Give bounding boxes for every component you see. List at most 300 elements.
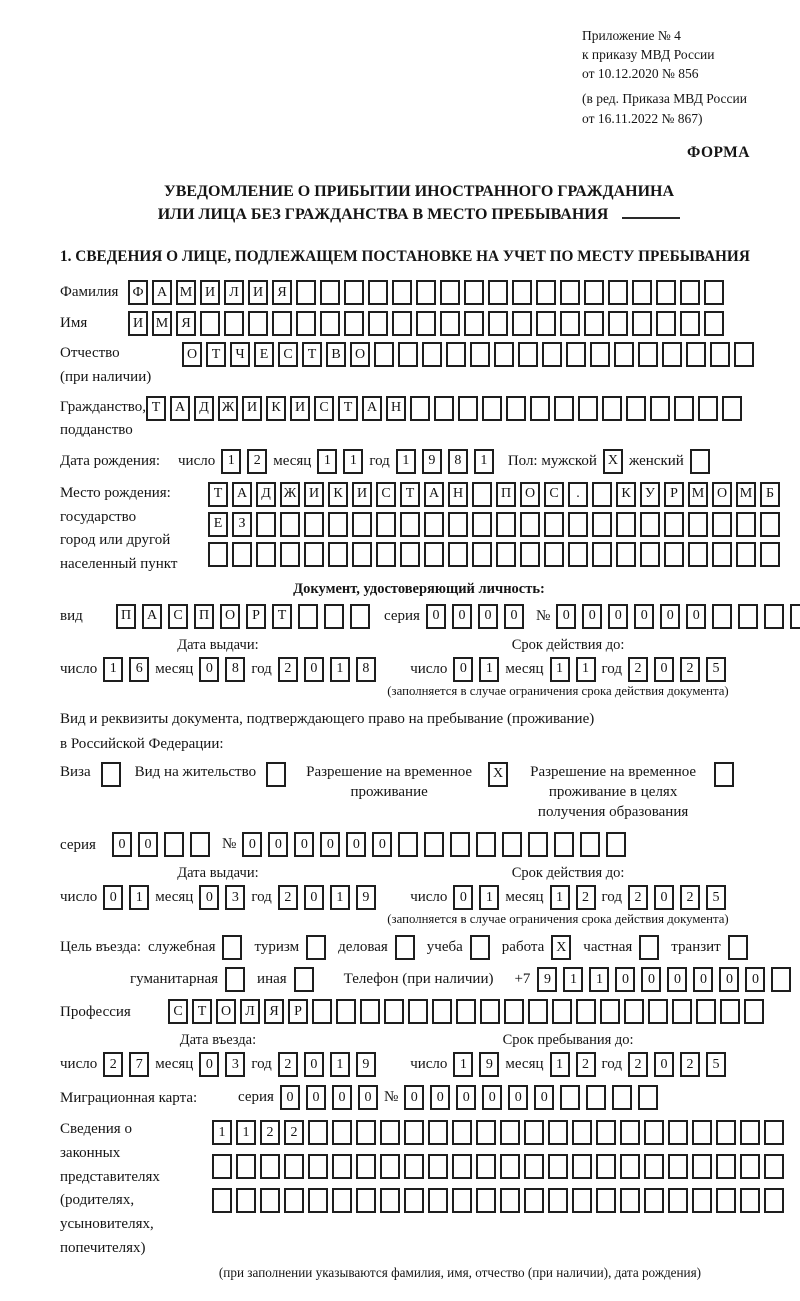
char-cell[interactable] [696, 999, 716, 1024]
char-cell[interactable] [596, 1120, 616, 1145]
char-cell[interactable] [712, 512, 732, 537]
char-cell[interactable]: С [314, 396, 334, 421]
char-cell[interactable]: 6 [129, 657, 149, 682]
char-cell[interactable]: 0 [556, 604, 576, 629]
char-cell[interactable]: 2 [680, 1052, 700, 1077]
char-cell[interactable] [554, 396, 574, 421]
char-cell[interactable] [440, 280, 460, 305]
identity-issue-day-cells[interactable] [103, 657, 149, 682]
char-cell[interactable] [544, 542, 564, 567]
char-cell[interactable]: 0 [654, 1052, 674, 1077]
char-cell[interactable] [296, 280, 316, 305]
char-cell[interactable] [606, 832, 626, 857]
char-cell[interactable] [356, 1154, 376, 1179]
char-cell[interactable]: 1 [453, 1052, 473, 1077]
char-cell[interactable] [506, 396, 526, 421]
char-cell[interactable]: 2 [260, 1120, 280, 1145]
char-cell[interactable] [639, 935, 659, 960]
name-cells[interactable] [128, 311, 724, 336]
char-cell[interactable] [376, 512, 396, 537]
char-cell[interactable] [716, 1154, 736, 1179]
char-cell[interactable]: 1 [589, 967, 609, 992]
char-cell[interactable] [626, 396, 646, 421]
char-cell[interactable]: Т [338, 396, 358, 421]
char-cell[interactable] [464, 311, 484, 336]
char-cell[interactable] [404, 1120, 424, 1145]
char-cell[interactable] [488, 280, 508, 305]
char-cell[interactable] [428, 1188, 448, 1213]
char-cell[interactable] [416, 280, 436, 305]
char-cell[interactable] [656, 280, 676, 305]
birth-day-cells[interactable] [221, 449, 267, 474]
char-cell[interactable]: А [424, 482, 444, 507]
residence-issue-year-cells[interactable] [278, 885, 376, 910]
char-cell[interactable]: А [142, 604, 162, 629]
char-cell[interactable] [224, 311, 244, 336]
char-cell[interactable] [376, 542, 396, 567]
char-cell[interactable] [662, 342, 682, 367]
char-cell[interactable]: 0 [304, 885, 324, 910]
char-cell[interactable]: 8 [448, 449, 468, 474]
char-cell[interactable] [350, 604, 370, 629]
char-cell[interactable] [344, 280, 364, 305]
char-cell[interactable] [504, 999, 524, 1024]
char-cell[interactable] [260, 1154, 280, 1179]
char-cell[interactable]: О [220, 604, 240, 629]
char-cell[interactable]: В [326, 342, 346, 367]
char-cell[interactable]: А [170, 396, 190, 421]
char-cell[interactable]: А [362, 396, 382, 421]
char-cell[interactable] [502, 832, 522, 857]
char-cell[interactable]: X [603, 449, 623, 474]
char-cell[interactable] [398, 342, 418, 367]
char-cell[interactable] [476, 1188, 496, 1213]
char-cell[interactable] [686, 342, 706, 367]
identity-issue-year-cells[interactable] [278, 657, 376, 682]
char-cell[interactable]: 5 [706, 1052, 726, 1077]
char-cell[interactable]: И [352, 482, 372, 507]
char-cell[interactable]: 1 [343, 449, 363, 474]
char-cell[interactable]: Т [302, 342, 322, 367]
char-cell[interactable] [452, 1120, 472, 1145]
char-cell[interactable] [620, 1188, 640, 1213]
char-cell[interactable] [640, 542, 660, 567]
char-cell[interactable]: 9 [537, 967, 557, 992]
birth-place-cells-row1[interactable] [208, 482, 780, 507]
char-cell[interactable] [392, 311, 412, 336]
birth-place-cells-row3[interactable] [208, 542, 780, 567]
char-cell[interactable]: 0 [332, 1085, 352, 1110]
char-cell[interactable] [320, 311, 340, 336]
char-cell[interactable] [736, 542, 756, 567]
char-cell[interactable] [672, 999, 692, 1024]
char-cell[interactable] [764, 1120, 784, 1145]
char-cell[interactable] [472, 482, 492, 507]
stay-day-cells[interactable] [453, 1052, 499, 1077]
char-cell[interactable]: Б [760, 482, 780, 507]
purpose-transit-checkbox[interactable] [728, 935, 748, 960]
char-cell[interactable]: О [182, 342, 202, 367]
char-cell[interactable]: 1 [474, 449, 494, 474]
char-cell[interactable] [458, 396, 478, 421]
residence-permit-checkbox[interactable] [266, 762, 286, 787]
char-cell[interactable] [512, 280, 532, 305]
char-cell[interactable]: 0 [667, 967, 687, 992]
residence-number-cells[interactable] [242, 832, 626, 857]
char-cell[interactable]: М [152, 311, 172, 336]
char-cell[interactable]: Т [400, 482, 420, 507]
char-cell[interactable]: З [232, 512, 252, 537]
char-cell[interactable] [284, 1154, 304, 1179]
char-cell[interactable]: 0 [608, 604, 628, 629]
char-cell[interactable] [568, 542, 588, 567]
citizenship-cells[interactable] [146, 396, 742, 421]
char-cell[interactable] [644, 1188, 664, 1213]
char-cell[interactable] [528, 999, 548, 1024]
char-cell[interactable]: X [551, 935, 571, 960]
char-cell[interactable] [352, 512, 372, 537]
char-cell[interactable] [200, 311, 220, 336]
char-cell[interactable] [308, 1188, 328, 1213]
legal-reps-cells-row3[interactable] [212, 1188, 784, 1213]
char-cell[interactable]: 0 [452, 604, 472, 629]
char-cell[interactable]: 3 [225, 1052, 245, 1077]
char-cell[interactable] [328, 542, 348, 567]
identity-valid-year-cells[interactable] [628, 657, 726, 682]
char-cell[interactable] [284, 1188, 304, 1213]
char-cell[interactable] [494, 342, 514, 367]
char-cell[interactable] [616, 542, 636, 567]
char-cell[interactable] [680, 280, 700, 305]
char-cell[interactable]: 1 [563, 967, 583, 992]
char-cell[interactable]: 0 [268, 832, 288, 857]
char-cell[interactable]: 8 [356, 657, 376, 682]
char-cell[interactable] [714, 762, 734, 787]
residence-valid-day-cells[interactable] [453, 885, 499, 910]
char-cell[interactable]: С [376, 482, 396, 507]
char-cell[interactable] [632, 311, 652, 336]
char-cell[interactable] [422, 342, 442, 367]
char-cell[interactable]: 0 [745, 967, 765, 992]
identity-series-cells[interactable] [426, 604, 524, 629]
char-cell[interactable]: 1 [330, 885, 350, 910]
char-cell[interactable]: Р [664, 482, 684, 507]
char-cell[interactable] [446, 342, 466, 367]
char-cell[interactable] [416, 311, 436, 336]
char-cell[interactable] [332, 1120, 352, 1145]
char-cell[interactable]: . [568, 482, 588, 507]
char-cell[interactable]: 1 [129, 885, 149, 910]
birth-place-cells-row2[interactable] [208, 512, 780, 537]
char-cell[interactable]: Я [264, 999, 284, 1024]
char-cell[interactable]: 0 [719, 967, 739, 992]
char-cell[interactable]: 2 [576, 1052, 596, 1077]
char-cell[interactable] [790, 604, 800, 629]
char-cell[interactable]: 0 [456, 1085, 476, 1110]
char-cell[interactable] [306, 935, 326, 960]
char-cell[interactable]: 0 [320, 832, 340, 857]
char-cell[interactable] [760, 542, 780, 567]
char-cell[interactable] [496, 542, 516, 567]
char-cell[interactable] [296, 311, 316, 336]
identity-type-cells[interactable] [116, 604, 370, 629]
char-cell[interactable] [668, 1120, 688, 1145]
char-cell[interactable] [736, 512, 756, 537]
char-cell[interactable] [410, 396, 430, 421]
char-cell[interactable] [424, 832, 444, 857]
sex-male-checkbox[interactable] [603, 449, 623, 474]
char-cell[interactable] [308, 1154, 328, 1179]
char-cell[interactable] [771, 967, 791, 992]
char-cell[interactable] [548, 1154, 568, 1179]
char-cell[interactable] [304, 542, 324, 567]
char-cell[interactable] [450, 832, 470, 857]
purpose-official-checkbox[interactable] [222, 935, 242, 960]
char-cell[interactable]: 1 [396, 449, 416, 474]
temp-residence-checkbox[interactable] [488, 762, 508, 787]
char-cell[interactable]: 2 [576, 885, 596, 910]
char-cell[interactable] [356, 1188, 376, 1213]
char-cell[interactable] [664, 512, 684, 537]
char-cell[interactable]: 2 [628, 1052, 648, 1077]
char-cell[interactable]: Т [146, 396, 166, 421]
profession-cells[interactable] [168, 999, 764, 1024]
char-cell[interactable] [500, 1120, 520, 1145]
char-cell[interactable] [560, 1085, 580, 1110]
char-cell[interactable]: 1 [330, 1052, 350, 1077]
char-cell[interactable]: Т [272, 604, 292, 629]
char-cell[interactable] [698, 396, 718, 421]
char-cell[interactable] [674, 396, 694, 421]
char-cell[interactable] [688, 512, 708, 537]
char-cell[interactable] [312, 999, 332, 1024]
purpose-study-checkbox[interactable] [470, 935, 490, 960]
char-cell[interactable] [586, 1085, 606, 1110]
char-cell[interactable] [602, 396, 622, 421]
char-cell[interactable] [352, 542, 372, 567]
char-cell[interactable] [738, 604, 758, 629]
char-cell[interactable] [608, 280, 628, 305]
char-cell[interactable] [212, 1154, 232, 1179]
char-cell[interactable] [548, 1120, 568, 1145]
char-cell[interactable]: 0 [615, 967, 635, 992]
char-cell[interactable] [328, 512, 348, 537]
char-cell[interactable] [480, 999, 500, 1024]
char-cell[interactable] [208, 542, 228, 567]
char-cell[interactable]: 2 [284, 1120, 304, 1145]
char-cell[interactable] [384, 999, 404, 1024]
char-cell[interactable] [584, 311, 604, 336]
char-cell[interactable]: 0 [660, 604, 680, 629]
char-cell[interactable] [448, 542, 468, 567]
char-cell[interactable] [596, 1154, 616, 1179]
visa-checkbox[interactable] [101, 762, 121, 787]
char-cell[interactable] [398, 832, 418, 857]
char-cell[interactable] [644, 1120, 664, 1145]
identity-valid-day-cells[interactable] [453, 657, 499, 682]
char-cell[interactable] [225, 967, 245, 992]
char-cell[interactable] [744, 999, 764, 1024]
char-cell[interactable] [616, 512, 636, 537]
char-cell[interactable]: О [350, 342, 370, 367]
char-cell[interactable]: Е [254, 342, 274, 367]
char-cell[interactable]: Ж [280, 482, 300, 507]
char-cell[interactable] [368, 311, 388, 336]
char-cell[interactable]: М [736, 482, 756, 507]
char-cell[interactable]: П [496, 482, 516, 507]
char-cell[interactable] [592, 482, 612, 507]
char-cell[interactable]: Д [256, 482, 276, 507]
char-cell[interactable]: 9 [356, 885, 376, 910]
char-cell[interactable]: И [242, 396, 262, 421]
char-cell[interactable]: 0 [199, 657, 219, 682]
char-cell[interactable] [728, 935, 748, 960]
char-cell[interactable] [256, 512, 276, 537]
char-cell[interactable] [320, 280, 340, 305]
char-cell[interactable]: У [640, 482, 660, 507]
char-cell[interactable] [272, 311, 292, 336]
char-cell[interactable]: 0 [404, 1085, 424, 1110]
char-cell[interactable] [688, 542, 708, 567]
char-cell[interactable]: 1 [317, 449, 337, 474]
char-cell[interactable] [356, 1120, 376, 1145]
char-cell[interactable] [560, 280, 580, 305]
char-cell[interactable] [576, 999, 596, 1024]
char-cell[interactable]: 1 [330, 657, 350, 682]
char-cell[interactable] [428, 1154, 448, 1179]
char-cell[interactable]: Я [272, 280, 292, 305]
legal-reps-cells-row1[interactable] [212, 1120, 784, 1145]
char-cell[interactable]: 0 [508, 1085, 528, 1110]
char-cell[interactable]: С [168, 999, 188, 1024]
char-cell[interactable] [448, 512, 468, 537]
char-cell[interactable]: 2 [628, 657, 648, 682]
char-cell[interactable] [572, 1154, 592, 1179]
char-cell[interactable] [542, 342, 562, 367]
patronymic-cells[interactable] [182, 342, 754, 367]
char-cell[interactable] [554, 832, 574, 857]
char-cell[interactable]: 1 [221, 449, 241, 474]
char-cell[interactable] [536, 280, 556, 305]
char-cell[interactable] [464, 280, 484, 305]
char-cell[interactable]: 0 [453, 885, 473, 910]
char-cell[interactable] [294, 967, 314, 992]
char-cell[interactable]: Л [240, 999, 260, 1024]
char-cell[interactable] [580, 832, 600, 857]
char-cell[interactable]: 1 [550, 657, 570, 682]
char-cell[interactable] [518, 342, 538, 367]
char-cell[interactable] [472, 512, 492, 537]
char-cell[interactable]: А [152, 280, 172, 305]
char-cell[interactable]: 9 [356, 1052, 376, 1077]
char-cell[interactable]: Ж [218, 396, 238, 421]
char-cell[interactable] [572, 1188, 592, 1213]
char-cell[interactable]: 0 [103, 885, 123, 910]
char-cell[interactable]: П [116, 604, 136, 629]
char-cell[interactable] [256, 542, 276, 567]
char-cell[interactable]: 7 [129, 1052, 149, 1077]
char-cell[interactable] [380, 1154, 400, 1179]
char-cell[interactable] [548, 1188, 568, 1213]
char-cell[interactable] [101, 762, 121, 787]
char-cell[interactable]: 5 [706, 885, 726, 910]
char-cell[interactable] [524, 1154, 544, 1179]
char-cell[interactable] [304, 512, 324, 537]
char-cell[interactable]: Д [194, 396, 214, 421]
residence-issue-day-cells[interactable] [103, 885, 149, 910]
char-cell[interactable] [528, 832, 548, 857]
char-cell[interactable]: Л [224, 280, 244, 305]
char-cell[interactable] [476, 1154, 496, 1179]
char-cell[interactable] [488, 311, 508, 336]
char-cell[interactable]: 0 [112, 832, 132, 857]
entry-year-cells[interactable] [278, 1052, 376, 1077]
purpose-business-checkbox[interactable] [395, 935, 415, 960]
char-cell[interactable]: 0 [304, 1052, 324, 1077]
char-cell[interactable] [764, 604, 784, 629]
char-cell[interactable] [280, 512, 300, 537]
char-cell[interactable] [424, 512, 444, 537]
char-cell[interactable]: 2 [680, 657, 700, 682]
char-cell[interactable] [380, 1188, 400, 1213]
char-cell[interactable] [690, 449, 710, 474]
char-cell[interactable]: 0 [304, 657, 324, 682]
char-cell[interactable] [476, 832, 496, 857]
char-cell[interactable] [640, 512, 660, 537]
char-cell[interactable] [164, 832, 184, 857]
stay-month-cells[interactable] [550, 1052, 596, 1077]
char-cell[interactable] [740, 1120, 760, 1145]
char-cell[interactable] [404, 1188, 424, 1213]
char-cell[interactable] [614, 342, 634, 367]
char-cell[interactable] [716, 1188, 736, 1213]
char-cell[interactable] [308, 1120, 328, 1145]
char-cell[interactable]: И [290, 396, 310, 421]
char-cell[interactable] [720, 999, 740, 1024]
char-cell[interactable]: 0 [478, 604, 498, 629]
char-cell[interactable]: 0 [654, 657, 674, 682]
char-cell[interactable]: 0 [641, 967, 661, 992]
char-cell[interactable]: 0 [582, 604, 602, 629]
char-cell[interactable]: 0 [358, 1085, 378, 1110]
char-cell[interactable] [536, 311, 556, 336]
char-cell[interactable] [344, 311, 364, 336]
residence-issue-month-cells[interactable] [199, 885, 245, 910]
char-cell[interactable]: 1 [479, 657, 499, 682]
residence-valid-month-cells[interactable] [550, 885, 596, 910]
entry-day-cells[interactable] [103, 1052, 149, 1077]
residence-series-cells[interactable] [112, 832, 210, 857]
purpose-private-checkbox[interactable] [639, 935, 659, 960]
char-cell[interactable] [656, 311, 676, 336]
char-cell[interactable]: 9 [479, 1052, 499, 1077]
char-cell[interactable] [584, 280, 604, 305]
migration-number-cells[interactable] [404, 1085, 658, 1110]
char-cell[interactable] [644, 1154, 664, 1179]
char-cell[interactable]: Т [192, 999, 212, 1024]
char-cell[interactable]: 9 [422, 449, 442, 474]
char-cell[interactable]: К [266, 396, 286, 421]
char-cell[interactable]: А [232, 482, 252, 507]
stay-year-cells[interactable] [628, 1052, 726, 1077]
char-cell[interactable]: О [216, 999, 236, 1024]
char-cell[interactable]: 1 [550, 885, 570, 910]
char-cell[interactable] [722, 396, 742, 421]
char-cell[interactable] [692, 1154, 712, 1179]
char-cell[interactable] [620, 1120, 640, 1145]
char-cell[interactable] [408, 999, 428, 1024]
char-cell[interactable]: Ч [230, 342, 250, 367]
